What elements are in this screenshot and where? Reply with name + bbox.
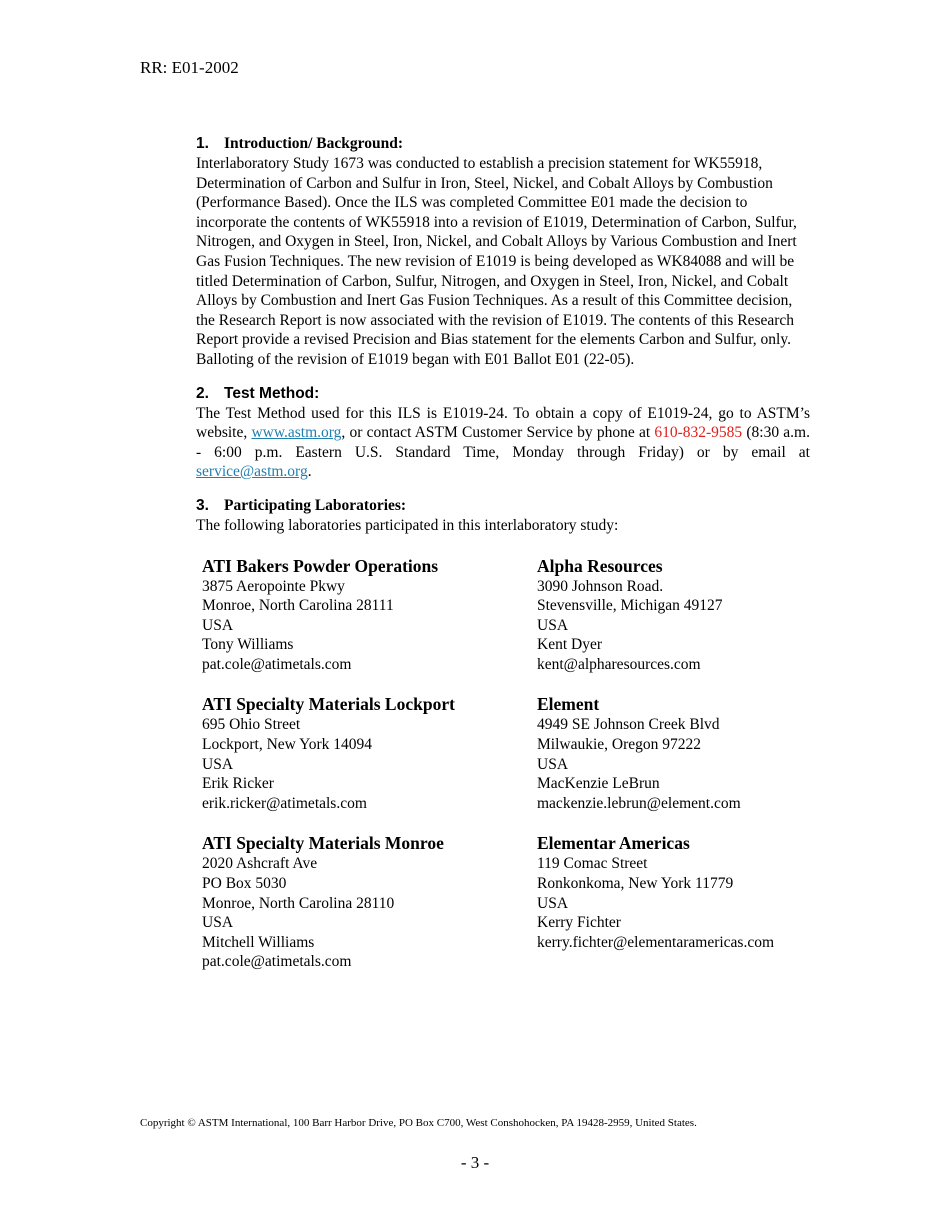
laboratory-country: USA [202, 914, 234, 932]
section-number: 1. [196, 135, 209, 152]
method-text: , or contact ASTM Customer Service by phone at [341, 424, 655, 442]
laboratory-address-line: 3090 Johnson Road. [537, 577, 664, 595]
laboratory-entry [202, 694, 537, 813]
section-heading [196, 134, 810, 154]
laboratory-contact: Kent Dyer [537, 636, 602, 654]
laboratory-address-line: 3875 Aeropointe Pkwy [202, 577, 345, 595]
laboratory-email: kent@alpharesources.com [537, 655, 701, 673]
laboratory-po-box: PO Box 5030 [202, 875, 287, 893]
customer-service-phone: 610-832-9585 [654, 424, 743, 442]
laboratory-city-line: Lockport, New York 14094 [202, 736, 373, 754]
introduction-paragraph: Interlaboratory Study 1673 was conducted to establish a precision statement for WK55918, Determination of Carbon and Sulfur in Iron, Steel, Nickel, and Cobalt Alloys by Combustion (Performance Based). Once the ILS was completed Committee E01 made the decision to incorporate the contents of WK55918 into a revision of E1019, Determination of Carbon, Sulfur, Nitrogen, and Oxygen in Steel, Iron, Nickel, and Cobalt Alloys by Various Combustion and Inert Gas Fusion Techniques. The new revision of E1019 is being developed as WK84088 and will be titled Determination of Carbon, Sulfur, Nitrogen, and Oxygen in Steel, Iron, Nickel, and Cobalt Alloys by Combustion and Inert Gas Fusion Techniques. As a result of this Committee decision, the Research Report is now associated with the revision of E1019. The contents of this Research Report provide a revised Precision and Bias statement for the elements Carbon and Sulfur, only. Balloting of the revision of E1019 began with E01 Ballot E01 (22-05). [196, 155, 797, 368]
page-number: - 3 - [460, 1153, 490, 1172]
laboratory-contact: MacKenzie LeBrun [537, 775, 660, 793]
section-test-method [196, 384, 810, 482]
laboratory-email: pat.cole@atimetals.com [202, 655, 352, 673]
laboratory-city-line: Monroe, North Carolina 28110 [202, 894, 395, 912]
laboratory-address-line: 4949 SE Johnson Creek Blvd [537, 716, 720, 734]
laboratory-email: mackenzie.lebrun@element.com [537, 794, 741, 812]
laboratories-intro: The following laboratories participated in this interlaboratory study: [196, 516, 619, 534]
laboratory-name: Elementar Americas [537, 833, 690, 854]
laboratory-name: Alpha Resources [537, 555, 663, 576]
test-method-paragraph [196, 404, 810, 482]
section-title: Participating Laboratories: [224, 496, 407, 514]
laboratory-email: erik.ricker@atimetals.com [202, 794, 367, 812]
report-content [196, 134, 810, 986]
laboratory-country: USA [537, 755, 569, 773]
laboratory-name: ATI Specialty Materials Monroe [202, 833, 444, 854]
section-participating-laboratories [196, 496, 810, 972]
section-number: 3. [196, 496, 209, 514]
laboratory-contact: Tony Williams [202, 636, 294, 654]
laboratory-address-line: 695 Ohio Street [202, 716, 301, 734]
method-text: . [307, 463, 312, 481]
laboratory-name: ATI Specialty Materials Lockport [202, 694, 455, 715]
laboratory-name: ATI Bakers Powder Operations [202, 555, 439, 576]
copyright-footer: Copyright © ASTM International, 100 Barr Harbor Drive, PO Box C700, West Conshohocken, PA 19428-2959, United States. [140, 1117, 697, 1129]
method-text: (8:30 a.m. - 6:00 p.m. Eastern U.S. Standard Time, Monday through Friday) or by email at [196, 424, 810, 461]
section-title: Introduction/ Background: [224, 135, 404, 152]
laboratory-country: USA [202, 616, 234, 634]
laboratory-contact: Kerry Fichter [537, 914, 621, 932]
laboratory-city-line: Stevensville, Michigan 49127 [537, 597, 723, 615]
laboratory-city-line: Milwaukie, Oregon 97222 [537, 736, 702, 754]
laboratory-country: USA [537, 616, 569, 634]
laboratory-country: USA [202, 755, 234, 773]
laboratory-city-line: Monroe, North Carolina 28111 [202, 597, 394, 615]
laboratory-entry [537, 833, 817, 972]
laboratory-list [202, 556, 810, 973]
laboratory-entry [202, 556, 537, 675]
laboratory-city-line: Ronkonkoma, New York 11779 [537, 875, 734, 893]
laboratory-country: USA [537, 894, 569, 912]
laboratory-entry [202, 833, 537, 972]
laboratory-email: pat.cole@atimetals.com [202, 953, 352, 971]
laboratory-contact: Mitchell Williams [202, 933, 315, 951]
laboratory-address-line: 2020 Ashcraft Ave [202, 855, 318, 873]
laboratory-address-line: 119 Comac Street [537, 855, 648, 873]
document-id-header: RR: E01-2002 [140, 58, 239, 77]
laboratory-entry [537, 694, 817, 813]
laboratory-entry [537, 556, 817, 675]
laboratory-name: Element [537, 694, 600, 715]
section-title: Test Method: [224, 384, 320, 402]
laboratory-email: kerry.fichter@elementaramericas.com [537, 933, 775, 951]
method-text: The Test Method used for this ILS is E1019-24. To obtain a copy of E1019-24, go to ASTM’s website, [196, 404, 810, 442]
section-heading [196, 384, 810, 404]
section-heading [196, 496, 810, 516]
section-introduction [196, 134, 810, 370]
laboratory-contact: Erik Ricker [202, 775, 274, 793]
section-number: 2. [196, 384, 209, 402]
astm-website-link[interactable]: www.astm.org [251, 424, 342, 442]
service-email-link[interactable]: service@astm.org [196, 463, 308, 481]
